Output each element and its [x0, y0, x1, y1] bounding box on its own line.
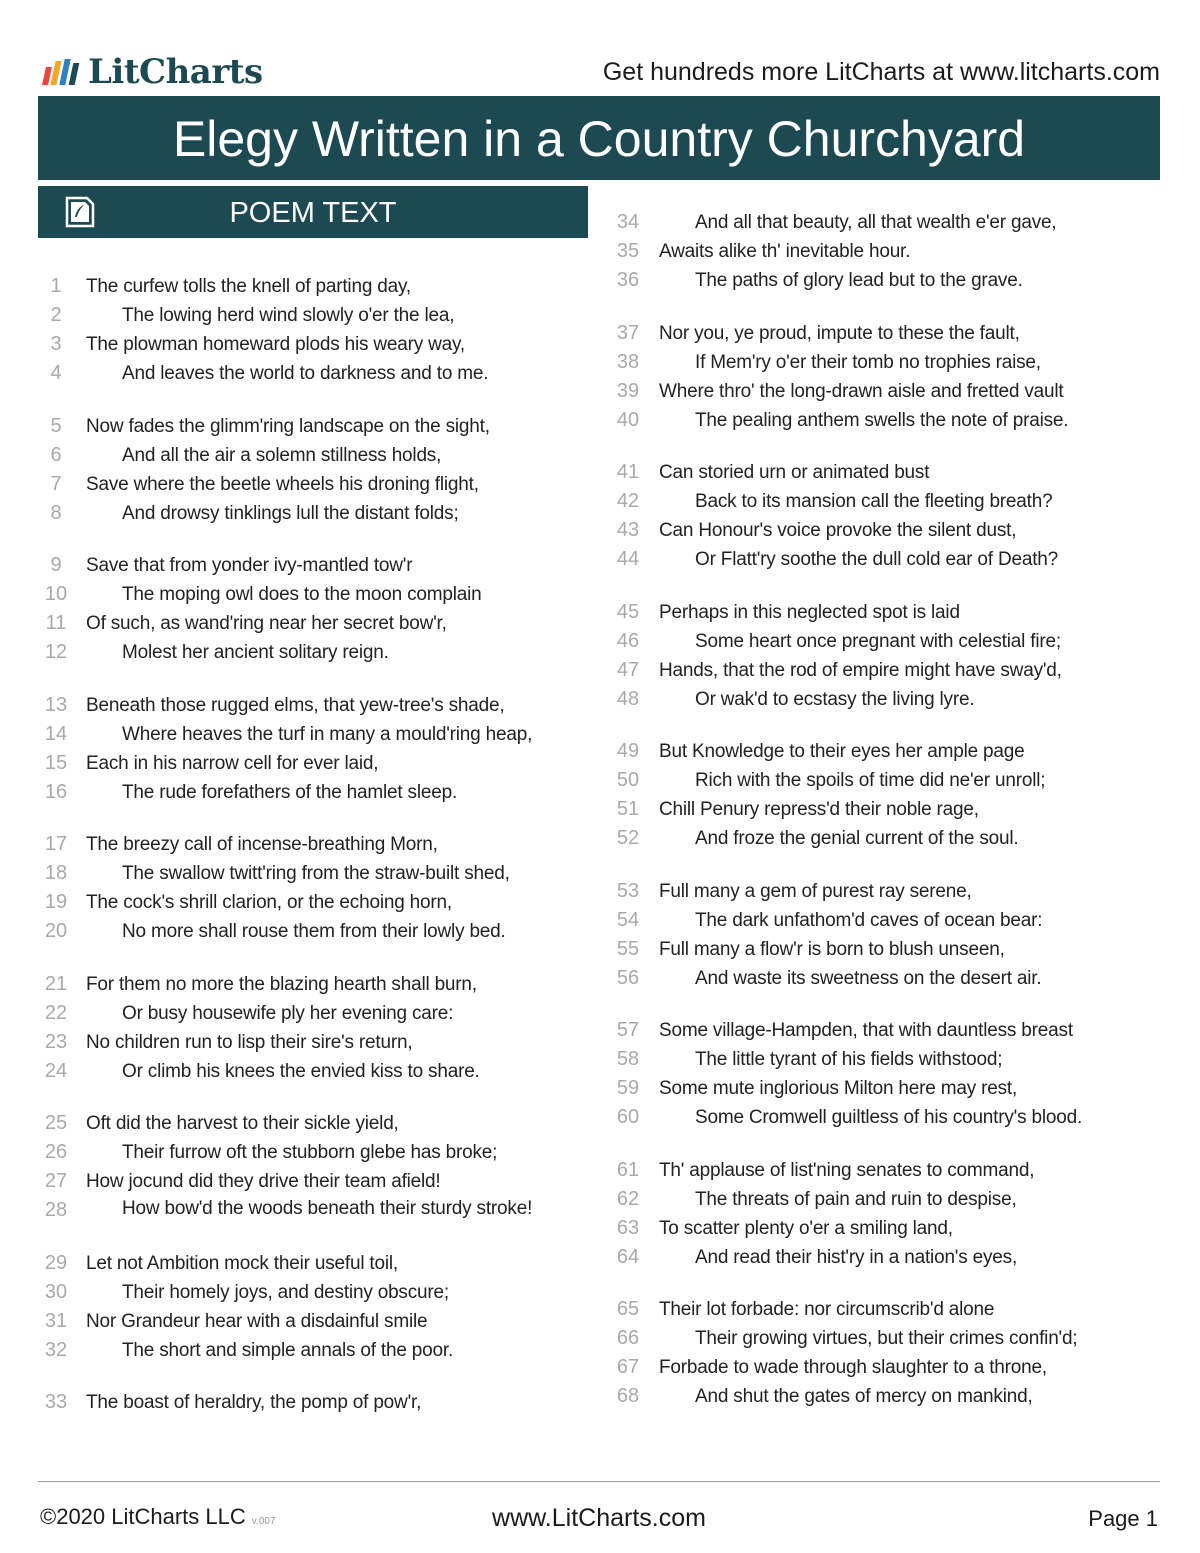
- poem-line: [38, 638, 598, 667]
- line-number: 60: [616, 1106, 640, 1128]
- page-number: Page 1: [1088, 1506, 1158, 1531]
- line-number: 52: [616, 827, 640, 849]
- poem-line: [610, 1243, 1170, 1272]
- line-number: 6: [50, 443, 62, 466]
- poem-line: [610, 348, 1170, 377]
- stanza: [38, 1109, 598, 1225]
- line-text: Th' applause of list'ning senates to command,: [659, 1159, 1035, 1181]
- line-number: 27: [44, 1170, 68, 1192]
- line-number: 59: [616, 1077, 640, 1099]
- line-text: Their growing virtues, but their crimes confin'd;: [695, 1328, 1078, 1349]
- poem-line: [610, 627, 1170, 656]
- stanza: [38, 970, 598, 1086]
- line-number: 21: [44, 972, 68, 995]
- poem-line: [610, 737, 1170, 766]
- page-header: [38, 48, 1160, 96]
- line-number: 5: [50, 414, 62, 437]
- poem-line: [38, 1138, 598, 1167]
- line-number: 10: [44, 583, 68, 605]
- poem-line: [38, 551, 598, 580]
- stanza: [38, 691, 598, 807]
- line-number: 42: [616, 490, 640, 512]
- line-text: Each in his narrow cell for ever laid,: [86, 752, 379, 774]
- line-text: Perhaps in this neglected spot is laid: [659, 601, 960, 623]
- line-number: 22: [44, 1001, 68, 1024]
- stanza: [610, 1016, 1170, 1132]
- poem-line: [610, 964, 1170, 993]
- line-text: Their homely joys, and destiny obscure;: [122, 1281, 449, 1303]
- poem-line: [610, 1214, 1170, 1243]
- poem-line: [610, 1295, 1170, 1324]
- poem-line: [38, 859, 598, 888]
- line-text: And all that beauty, all that wealth e'er gave,: [695, 212, 1057, 233]
- line-text: Where thro' the long-drawn aisle and fretted vault: [659, 380, 1064, 402]
- line-number: 61: [616, 1158, 640, 1181]
- section-header: [38, 186, 588, 238]
- header-tagline[interactable]: Get hundreds more LitCharts at www.litcharts.com: [602, 58, 1160, 86]
- poem-line: [38, 1388, 598, 1417]
- line-text: The breezy call of incense-breathing Morn,: [86, 834, 438, 855]
- logo-bar: [69, 63, 80, 85]
- line-text: The lowing herd wind slowly o'er the lea,: [122, 305, 455, 326]
- poem-line: [610, 656, 1170, 685]
- footer-website-link[interactable]: www.LitCharts.com: [492, 1504, 706, 1532]
- line-number: 13: [44, 693, 68, 716]
- line-number: 50: [616, 769, 640, 791]
- line-number: 8: [50, 501, 62, 524]
- poem-line: [610, 1185, 1170, 1214]
- poem-line: [38, 301, 598, 330]
- stanza: [38, 1388, 598, 1417]
- line-number: 63: [616, 1216, 640, 1239]
- poem-line: [610, 406, 1170, 435]
- line-text: And shut the gates of mercy on mankind,: [695, 1386, 1033, 1407]
- line-text: How jocund did they drive their team afield!: [86, 1171, 441, 1192]
- line-text: But Knowledge to their eyes her ample page: [659, 741, 1025, 762]
- line-text: The paths of glory lead but to the grave.: [695, 270, 1023, 291]
- logo-bars-icon: [44, 59, 80, 85]
- line-number: 24: [44, 1059, 68, 1082]
- poem-line: [610, 1103, 1170, 1132]
- line-number: 15: [44, 751, 68, 774]
- line-number: 45: [616, 600, 640, 623]
- stanza: [610, 208, 1170, 295]
- line-text: Or Flatt'ry soothe the dull cold ear of Death?: [695, 549, 1059, 570]
- poem-line: [610, 458, 1170, 487]
- document-title: Elegy Written in a Country Churchyard: [38, 98, 1160, 180]
- line-text: Save where the beetle wheels his droning flight,: [86, 473, 479, 495]
- line-text: And drowsy tinklings lull the distant folds;: [122, 502, 459, 524]
- line-text: Can Honour's voice provoke the silent dust,: [659, 520, 1017, 541]
- poem-line: [38, 580, 598, 609]
- line-number: 28: [44, 1199, 68, 1221]
- poem-line: [38, 888, 598, 917]
- line-text: Nor Grandeur hear with a disdainful smile: [86, 1310, 428, 1332]
- stanza: [38, 272, 598, 388]
- line-number: 16: [44, 780, 68, 803]
- footer-divider: [38, 1481, 1160, 1482]
- poem-line: [610, 685, 1170, 714]
- line-text: Some Cromwell guiltless of his country's blood.: [695, 1107, 1083, 1128]
- logo-text: LitCharts: [88, 52, 263, 92]
- poem-line: [610, 208, 1170, 237]
- poem-line: [38, 691, 598, 720]
- poem-line: [610, 377, 1170, 406]
- line-number: 46: [616, 629, 640, 652]
- line-text: Molest her ancient solitary reign.: [122, 642, 389, 663]
- line-number: 40: [616, 408, 640, 431]
- line-number: 9: [50, 554, 62, 576]
- poem-line: [38, 999, 598, 1028]
- poem-line: [610, 487, 1170, 516]
- stanza: [38, 412, 598, 528]
- poem-line: [38, 1196, 598, 1225]
- line-number: 62: [616, 1187, 640, 1210]
- section-title: POEM TEXT: [229, 197, 397, 229]
- poem-line: [610, 906, 1170, 935]
- line-number: 7: [50, 472, 62, 495]
- line-text: Chill Penury repress'd their noble rage,: [659, 799, 979, 820]
- poem-line: [38, 470, 598, 499]
- page-footer: [38, 1500, 1160, 1536]
- line-number: 47: [616, 658, 640, 681]
- poem-line: [38, 749, 598, 778]
- poem-line: [610, 1045, 1170, 1074]
- poem-line: [610, 935, 1170, 964]
- line-text: Let not Ambition mock their useful toil,: [86, 1252, 398, 1274]
- poem-line: [610, 1074, 1170, 1103]
- line-number: 11: [45, 612, 67, 634]
- line-number: 44: [616, 548, 640, 570]
- line-number: 32: [44, 1338, 68, 1361]
- poem-line: [610, 877, 1170, 906]
- poem-line: [610, 1324, 1170, 1353]
- line-text: The little tyrant of his fields withstood;: [695, 1049, 1003, 1070]
- line-text: Forbade to wade through slaughter to a throne,: [659, 1357, 1047, 1378]
- line-text: And all the air a solemn stillness holds,: [122, 444, 442, 466]
- line-number: 30: [44, 1280, 68, 1303]
- stanza: [610, 737, 1170, 853]
- line-number: 37: [616, 321, 640, 344]
- line-number: 34: [616, 211, 640, 233]
- poem-line: [38, 412, 598, 441]
- poem-line: [610, 1382, 1170, 1411]
- poem-line: [38, 359, 598, 388]
- line-text: Full many a flow'r is born to blush unseen,: [659, 938, 1005, 960]
- line-number: 54: [616, 908, 640, 931]
- poem-line: [38, 499, 598, 528]
- line-number: 65: [616, 1298, 640, 1320]
- line-number: 38: [616, 350, 640, 373]
- poem-line: [38, 1028, 598, 1057]
- line-text: The pealing anthem swells the note of praise.: [695, 409, 1069, 431]
- poem-line: [38, 609, 598, 638]
- line-text: And read their hist'ry in a nation's eyes,: [695, 1246, 1018, 1268]
- line-text: And froze the genial current of the soul.: [695, 828, 1019, 849]
- poem-line: [610, 1156, 1170, 1185]
- line-text: The rude forefathers of the hamlet sleep.: [122, 781, 458, 803]
- line-number: 29: [44, 1251, 68, 1274]
- line-text: Save that from yonder ivy-mantled tow'r: [86, 555, 413, 576]
- line-number: 55: [616, 937, 640, 960]
- line-number: 3: [50, 333, 62, 355]
- line-text: The boast of heraldry, the pomp of pow'r,: [86, 1392, 422, 1413]
- line-text: Some village-Hampden, that with dauntless breast: [659, 1020, 1073, 1041]
- poem-line: [38, 1057, 598, 1086]
- line-text: Back to its mansion call the fleeting breath?: [695, 491, 1053, 512]
- poem-line: [38, 272, 598, 301]
- stanza: [38, 1249, 598, 1365]
- line-text: Where heaves the turf in many a mould'ring heap,: [122, 723, 533, 745]
- poem-line: [610, 516, 1170, 545]
- line-text: No children run to lisp their sire's return,: [86, 1031, 413, 1053]
- line-text: The moping owl does to the moon complain: [122, 584, 482, 605]
- poem-column-right: [610, 208, 1170, 1435]
- line-number: 41: [616, 461, 640, 483]
- line-number: 49: [616, 740, 640, 762]
- line-text: Their lot forbade: nor circumscrib'd alone: [659, 1299, 995, 1320]
- line-number: 1: [50, 275, 62, 297]
- stanza: [610, 458, 1170, 574]
- line-text: The plowman homeward plods his weary way,: [86, 334, 466, 355]
- poem-column-left: [38, 272, 598, 1441]
- line-text: The short and simple annals of the poor.: [122, 1339, 454, 1361]
- line-number: 51: [616, 798, 640, 820]
- line-text: Of such, as wand'ring near her secret bow'r,: [86, 613, 447, 634]
- line-text: Oft did the harvest to their sickle yield,: [86, 1113, 399, 1134]
- poem-line: [38, 830, 598, 859]
- line-text: The curfew tolls the knell of parting day,: [86, 276, 411, 297]
- poem-line: [610, 1353, 1170, 1382]
- line-number: 53: [616, 879, 640, 902]
- poem-line: [38, 1109, 598, 1138]
- poem-line: [38, 1167, 598, 1196]
- line-text: Some mute inglorious Milton here may rest,: [659, 1078, 1018, 1099]
- poem-line: [38, 778, 598, 807]
- line-number: 36: [616, 269, 640, 291]
- line-text: Now fades the glimm'ring landscape on the sight,: [86, 415, 490, 437]
- line-number: 68: [616, 1385, 640, 1407]
- line-text: Or busy housewife ply her evening care:: [122, 1002, 454, 1024]
- line-text: Can storied urn or animated bust: [659, 462, 930, 483]
- line-text: And waste its sweetness on the desert air.: [695, 967, 1042, 989]
- line-number: 33: [44, 1391, 68, 1413]
- poem-line: [38, 330, 598, 359]
- line-number: 19: [44, 891, 68, 913]
- copyright-text: ©2020 LitCharts LLC: [40, 1504, 246, 1529]
- poem-line: [610, 319, 1170, 348]
- poem-line: [38, 720, 598, 749]
- line-text: Some heart once pregnant with celestial fire;: [695, 630, 1061, 652]
- line-text: Nor you, ye proud, impute to these the fault,: [659, 322, 1020, 344]
- litcharts-logo[interactable]: [44, 54, 263, 90]
- line-number: 23: [44, 1030, 68, 1053]
- line-text: The cock's shrill clarion, or the echoing horn,: [86, 892, 452, 913]
- line-text: Rich with the spoils of time did ne'er unroll;: [695, 770, 1046, 791]
- line-text: The swallow twitt'ring from the straw-built shed,: [122, 863, 510, 884]
- stanza: [610, 1295, 1170, 1411]
- line-number: 14: [44, 722, 68, 745]
- poem-line: [610, 598, 1170, 627]
- line-number: 58: [616, 1048, 640, 1070]
- line-number: 43: [616, 519, 640, 541]
- line-number: 35: [616, 240, 640, 262]
- line-number: 25: [44, 1112, 68, 1134]
- line-number: 39: [616, 379, 640, 402]
- poem-line: [610, 237, 1170, 266]
- line-text: Beneath those rugged elms, that yew-tree's shade,: [86, 694, 505, 716]
- stanza: [610, 319, 1170, 435]
- line-number: 4: [50, 362, 62, 384]
- poem-line: [610, 795, 1170, 824]
- line-number: 20: [44, 920, 68, 942]
- poem-line: [38, 1336, 598, 1365]
- line-text: Awaits alike th' inevitable hour.: [659, 241, 911, 262]
- poem-line: [610, 266, 1170, 295]
- poem-line: [38, 1307, 598, 1336]
- poem-line: [610, 1016, 1170, 1045]
- poem-line: [38, 441, 598, 470]
- line-text: Full many a gem of purest ray serene,: [659, 880, 972, 902]
- line-text: How bow'd the woods beneath their sturdy stroke!: [122, 1198, 533, 1219]
- line-text: If Mem'ry o'er their tomb no trophies raise,: [695, 351, 1041, 373]
- line-text: Or climb his knees the envied kiss to share.: [122, 1060, 480, 1082]
- poem-line: [610, 824, 1170, 853]
- line-text: The threats of pain and ruin to despise,: [695, 1188, 1017, 1210]
- line-number: 26: [44, 1141, 68, 1163]
- stanza: [38, 830, 598, 946]
- stanza: [610, 877, 1170, 993]
- line-number: 2: [50, 304, 62, 326]
- line-text: Hands, that the rod of empire might have sway'd,: [659, 659, 1062, 681]
- line-text: And leaves the world to darkness and to me.: [122, 363, 489, 384]
- version-label: v.007: [251, 1516, 276, 1527]
- poem-line: [610, 766, 1170, 795]
- line-number: 57: [616, 1019, 640, 1041]
- line-text: Their furrow oft the stubborn glebe has broke;: [122, 1142, 498, 1163]
- stanza: [38, 551, 598, 667]
- line-number: 17: [44, 833, 68, 855]
- line-text: No more shall rouse them from their lowly bed.: [122, 921, 506, 942]
- line-number: 64: [616, 1245, 640, 1268]
- line-number: 56: [616, 966, 640, 989]
- poem-line: [38, 970, 598, 999]
- line-number: 12: [44, 641, 68, 663]
- line-text: The dark unfathom'd caves of ocean bear:: [695, 909, 1043, 931]
- poem-line: [38, 1278, 598, 1307]
- stanza: [610, 1156, 1170, 1272]
- poem-line: [610, 545, 1170, 574]
- line-text: To scatter plenty o'er a smiling land,: [659, 1217, 953, 1239]
- stanza: [610, 598, 1170, 714]
- line-number: 18: [44, 862, 68, 884]
- line-number: 67: [616, 1356, 640, 1378]
- poem-line: [38, 1249, 598, 1278]
- line-number: 48: [616, 687, 640, 710]
- poem-line: [38, 917, 598, 946]
- line-number: 31: [44, 1309, 68, 1332]
- line-text: For them no more the blazing hearth shall burn,: [86, 973, 477, 995]
- line-number: 66: [616, 1327, 640, 1349]
- line-text: Or wak'd to ecstasy the living lyre.: [695, 688, 975, 710]
